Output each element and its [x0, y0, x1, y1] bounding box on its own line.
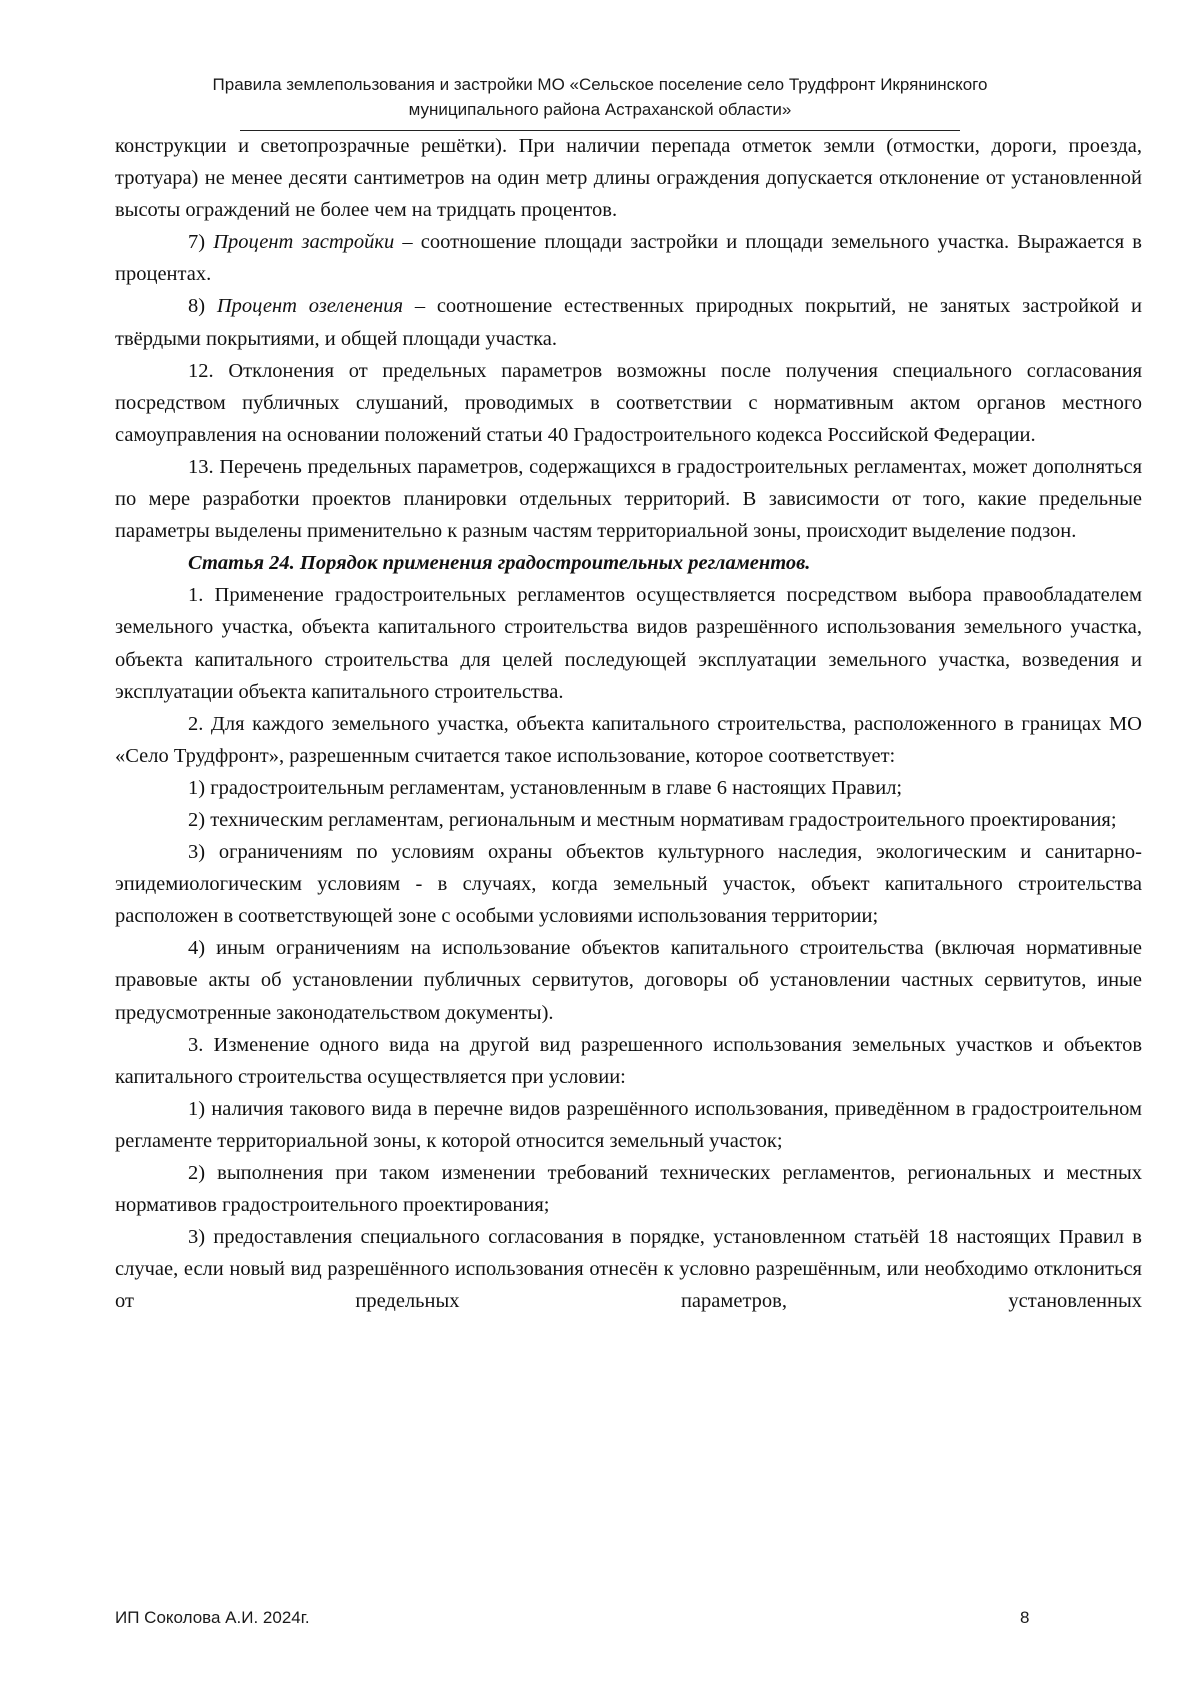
- header-line-1: Правила землепользования и застройки МО «Сельское поселение село Трудфронт Икрянинского: [212, 75, 988, 94]
- item-text: – соотношение площади застройки и площади земельного участка. Выражается в процентах.: [115, 231, 1142, 286]
- page-header: [150, 72, 1050, 122]
- item-prefix: 8): [188, 295, 217, 318]
- paragraph-item-8: [115, 290, 1142, 354]
- paragraph-continuation: конструкции и светопрозрачные решётки). При наличии перепада отметок земли (отмостки, дороги, проезда, тротуара) не менее десяти сантиметров на один метр длины ограждения допускается отклонение от установленной высоты ограждений не более чем на тридцать процентов.: [115, 135, 1142, 222]
- article-paragraph: 1. Применение градостроительных регламентов осуществляется посредством выбора правообладателем земельного участка, объекта капитального строительства видов разрешённого использования земельного участка, объекта капитального строительства для целей последующей эксплуатации земельного участка, возведения и эксплуатации объекта капитального строительства.: [115, 584, 1142, 703]
- paragraph-item-7: [115, 226, 1142, 290]
- article-paragraph: 4) иным ограничениям на использование объектов капитального строительства (включая нормативные правовые акты об установлении публичных сервитутов, договоры об установлении частных сервитутов, иные предусмотренные законодательством документы).: [115, 937, 1142, 1024]
- article-paragraph: 1) градостроительным регламентам, установленным в главе 6 настоящих Правил;: [188, 776, 903, 799]
- article-paragraph: 1) наличия такового вида в перечне видов разрешённого использования, приведённом в градостроительном регламенте территориальной зоны, к которой относится земельный участок;: [115, 1097, 1142, 1152]
- paragraph-13: 13. Перечень предельных параметров, содержащихся в градостроительных регламентах, может дополняться по мере разработки проектов планировки отдельных территорий. В зависимости от того, какие предельные параметры выделены применительно к разным частям территориальной зоны, происходит выделение подзон.: [115, 455, 1142, 543]
- article-paragraph: 2. Для каждого земельного участка, объекта капитального строительства, расположенного в границах МО «Село Трудфронт», разрешенным считается такое использование, которое соответствует:: [115, 712, 1142, 767]
- document-body: [115, 130, 1142, 1317]
- paragraph-12: 12. Отклонения от предельных параметров возможны после получения специального согласования посредством публичных слушаний, проводимых в соответствии с нормативным актом органов местного самоуправления на основании положений статьи 40 Градостроительного кодекса Российской Федерации.: [115, 359, 1142, 446]
- footer-page-number: 8: [1020, 1608, 1030, 1627]
- footer-author: ИП Соколова А.И. 2024г.: [115, 1608, 310, 1627]
- article-paragraph: 2) техническим регламентам, региональным и местным нормативам градостроительного проектирования;: [188, 808, 1117, 831]
- article-paragraph: 3) предоставления специального согласования в порядке, установленном статьёй 18 настоящих Правил в случае, если новый вид разрешённого использования отнесён к условно разрешённым, или необходимо отклониться от предельных параметров, установленных: [115, 1226, 1142, 1313]
- term-italic: Процент застройки: [213, 231, 395, 254]
- item-text: – соотношение естественных природных покрытий, не занятых застройкой и твёрдыми покрытиями, и общей площади участка.: [115, 295, 1142, 350]
- term-italic: Процент озеленения: [216, 295, 404, 318]
- header-line-2: муниципального района Астраханской области»: [408, 100, 792, 119]
- article-paragraph: 3) ограничениям по условиям охраны объектов культурного наследия, экологическим и санитарно-эпидемиологическим условиям - в случаях, когда земельный участок, объект капитального строительства расположен в соответствующей зоне с особыми условиями использования территории;: [115, 841, 1142, 928]
- article-paragraph: 3. Изменение одного вида на другой вид разрешенного использования земельных участков и объектов капитального строительства осуществляется при условии:: [115, 1033, 1142, 1088]
- article-paragraph: 2) выполнения при таком изменении требований технических регламентов, региональных и местных нормативов градостроительного проектирования;: [115, 1162, 1142, 1217]
- item-prefix: 7): [188, 231, 214, 254]
- article-heading: Статья 24. Порядок применения градостроительных регламентов.: [188, 552, 811, 575]
